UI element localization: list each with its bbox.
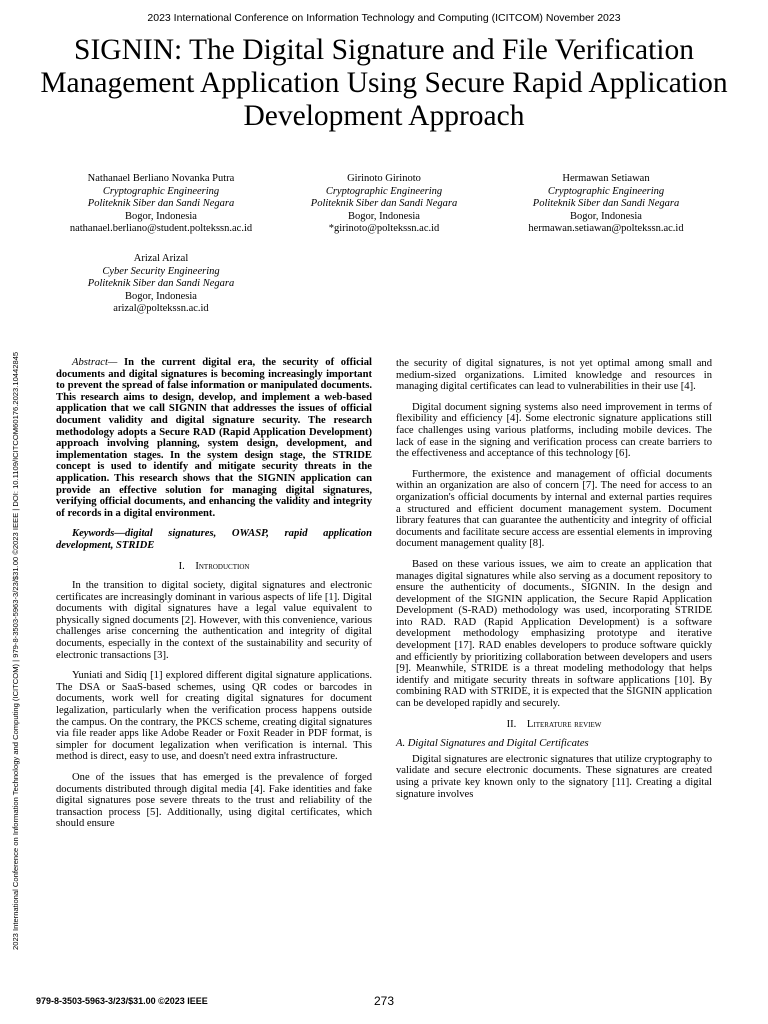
author-location: Bogor, Indonesia: [125, 210, 197, 222]
author-org: Politeknik Siber dan Sandi Negara: [310, 198, 458, 209]
footer-copyright: 979-8-3503-5963-3/23/$31.00 ©2023 IEEE: [36, 996, 208, 1006]
author-name: Nathanael Berliano Novanka Putra: [87, 173, 235, 184]
left-column: [56, 357, 372, 839]
author-name: Girinoto Girinoto: [347, 173, 421, 184]
keywords: [56, 528, 372, 551]
author-dept: Cryptographic Engineering: [102, 185, 220, 197]
section-title: Literature review: [526, 718, 602, 730]
paper-title: SIGNIN: The Digital Signature and File Verification Management Application Using Secure Rapid Application Development Approach: [40, 34, 728, 132]
right-column: [396, 358, 712, 809]
author-email: hermawan.setiawan@poltekssn.ac.id: [528, 223, 684, 234]
header-conference: 2023 International Conference on Information Technology and Computing (ICITCOM): [147, 12, 543, 24]
author-location: Bogor, Indonesia: [570, 210, 642, 222]
keywords-text: Keywords—digital signatures, OWASP, rapid application development, STRIDE: [56, 528, 372, 551]
paragraph: Yuniati and Sidiq [1] explored different digital signature applications. The DSA or SaaS-based schemes, using QR codes or barcodes in documents, work well for creating digital signatures for document legalization, particularly when the verification process happens outside the campus. On the contrary, the PKCS scheme, creating digital signatures via file reader apps like Adobe Reader or Foxit Reader in PDF format, is simpler for document legalization when verification is internal. This method is direct, easy to use, and doesn't need extra infrastructure.: [56, 670, 372, 763]
author-dept: Cryptographic Engineering: [325, 185, 443, 197]
section-heading-literature-review: [396, 719, 712, 731]
author-email: *girinoto@poltekssn.ac.id: [328, 223, 440, 234]
header-date: November 2023: [545, 12, 621, 24]
section-number: I.: [178, 560, 185, 572]
paragraph: Furthermore, the existence and management of official documents within an organization are also of concern [7]. The need for access to an organization's official documents by internal and external parties requires a structured and efficient document management system. Document library features that can guarantee the authenticity and integrity of official documents and facilitate secure access are essential elements in improving document management quality [8].: [396, 468, 712, 550]
abstract: [56, 357, 372, 519]
author-org: Politeknik Siber dan Sandi Negara: [87, 278, 235, 289]
section-heading-introduction: [56, 561, 372, 573]
author-block-2: [264, 173, 504, 236]
paragraph: One of the issues that has emerged is the prevalence of forged documents distributed through digital media [4]. Fake identities and fake digital signatures pose severe threats to the trust and reliability of the transaction process [5]. Additionally, using digital certificates, which should ensure: [56, 772, 372, 830]
author-org: Politeknik Siber dan Sandi Negara: [87, 198, 235, 209]
author-name: Arizal Arizal: [133, 253, 189, 264]
paragraph: the security of digital signatures, is not yet optimal among small and medium-sized organizations. Limited knowledge and resources in managing digital certificates can lead to vulnerabilities in their use [4].: [396, 358, 712, 393]
section-title: Introduction: [195, 560, 250, 572]
author-email: arizal@poltekssn.ac.id: [113, 303, 209, 314]
running-header: [0, 12, 768, 24]
author-name: Hermawan Setiawan: [562, 173, 650, 184]
author-dept: Cryptographic Engineering: [547, 185, 665, 197]
paragraph: In the transition to digital society, digital signatures and electronic certificates are increasingly dominant in various aspects of life [1]. Digital documents with digital signatures have a legal value equivalent to physically signed documents [2]. However, with this convenience, various challenges arise concerning the authentication and integrity of digital documents, especially in the context of the sustainability and security of electronic transactions [3].: [56, 580, 372, 661]
abstract-label: Abstract—: [72, 357, 118, 368]
author-block-1: [41, 173, 281, 236]
subsection-heading: A. Digital Signatures and Digital Certificates: [396, 738, 589, 750]
paragraph: Digital document signing systems also need improvement in terms of flexibility and efficiency [4]. Some electronic signature applications still face challenges using various platforms, including mobile devices. The lack of ease in the signing and verification process can create barriers to the effectiveness and acceptance of this technology [6].: [396, 401, 712, 460]
side-doi-strip: 2023 International Conference on Information Technology and Computing (ICITCOM) | 979-8-3503-5963-3/23/$31.00 ©2023 IEEE | DOI: 10.1109/ICITCOM60176.2023.10442845: [11, 351, 20, 950]
author-email: nathanael.berliano@student.poltekssn.ac.id: [69, 223, 253, 234]
page-number: 273: [373, 994, 395, 1008]
section-number: II.: [506, 718, 517, 730]
author-block-4: [41, 253, 281, 316]
author-block-3: [486, 173, 726, 236]
author-location: Bogor, Indonesia: [125, 290, 197, 302]
author-dept: Cyber Security Engineering: [102, 265, 220, 277]
paragraph: Digital signatures are electronic signatures that utilize cryptography to validate and secure electronic documents. These signatures are created using a private key known only to the signatory [11]. Creating a digital signature involves: [396, 753, 712, 800]
abstract-text: In the current digital era, the security of official documents and digital signatures is becoming increasingly important to prevent the spread of false information or manipulated documents. This research aims to design, develop, and implement a web-based application that we call SIGNIN that addresses the issues of official document validity and digital signature security. The research methodology adopts a Secure RAD (Rapid Application Development) approach involving planning, system design, development, and implementation stages. In the system design stage, the STRIDE concept is used to identify and mitigate security threats in the application. This research shows that the SIGNIN application can provide an effective solution for managing digital signatures, verifying official documents, and enhancing the validity and integrity of records in a digital environment.: [56, 357, 372, 519]
author-org: Politeknik Siber dan Sandi Negara: [532, 198, 680, 209]
paragraph: Based on these various issues, we aim to create an application that manages digital signatures while also serving as a document repository to ensure the authenticity of documents., SIGNIN. In the design and development of the SIGNIN application, the Secure Rapid Application Development (S-RAD) methodology was used, incorporating STRIDE into RAD. RAD (Rapid Application Development) is a software development methodology emphasizing prototype and iterative development [17]. RAD enables developers to produce software quickly and efficiently by prioritizing collaboration between developers and users [9]. Meanwhile, STRIDE is a threat modeling methodology that helps identify and mitigate security threats in software applications [10]. By combining RAD with STRIDE, it is expected that the SIGNIN application can be developed rapidly and securely.: [396, 558, 712, 710]
author-location: Bogor, Indonesia: [348, 210, 420, 222]
